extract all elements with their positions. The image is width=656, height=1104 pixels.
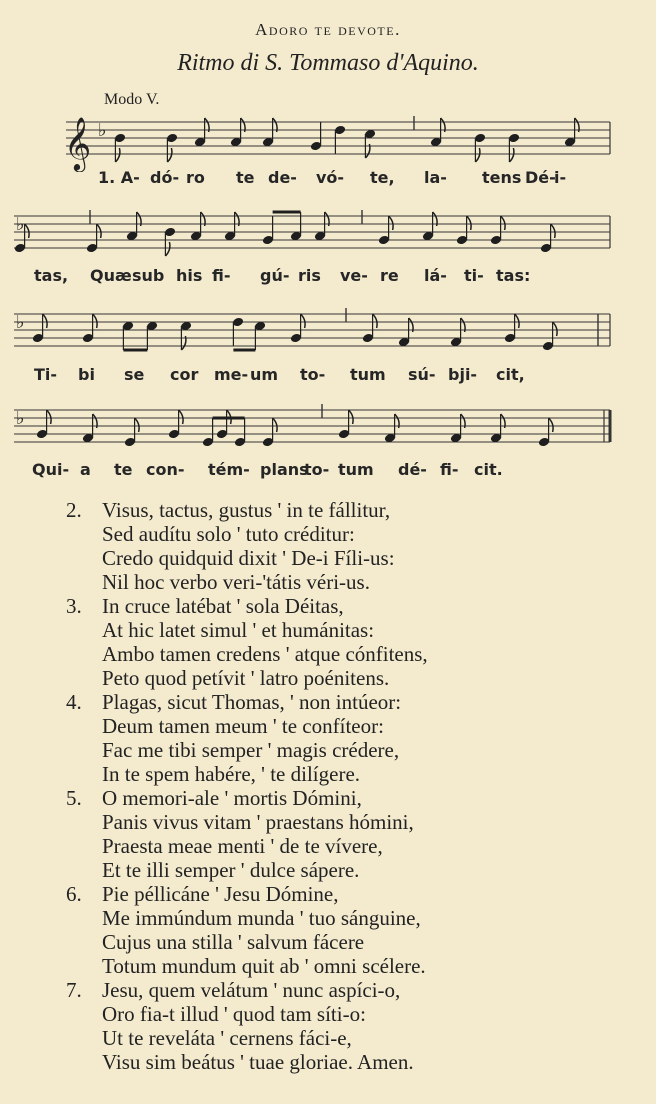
- lyric-syllable: bi: [78, 365, 95, 384]
- lyric-syllable: a: [80, 460, 91, 479]
- note-flag: [47, 410, 52, 424]
- note-flag: [165, 242, 170, 256]
- lyric-syllable: 1. A-: [98, 168, 140, 187]
- verse: [66, 786, 626, 882]
- lyric-syllable: gú-: [260, 266, 290, 285]
- lyric-syllable: to-: [304, 460, 330, 479]
- verse-line: Credo quidquid dixit ' De-i Fíli-us:: [102, 546, 395, 570]
- lyrics-line-2: [0, 266, 656, 288]
- verse: [66, 690, 626, 786]
- verse-line: In te spem habére, ' te dilígere.: [102, 762, 361, 786]
- music-staff-1: [0, 112, 656, 172]
- lyrics-line-3: [0, 365, 656, 387]
- verse-line: Cujus una stilla ' salvum fácere: [102, 930, 365, 954]
- verse-line: Ut te reveláta ' cernens fáci-e,: [102, 1026, 352, 1050]
- note-flag: [135, 418, 140, 432]
- verse-line: Deum tamen meum ' te confíteor:: [102, 714, 384, 738]
- lyric-syllable: tas:: [496, 266, 531, 285]
- verse-number: 3.: [66, 594, 82, 618]
- verse: [66, 882, 626, 978]
- verse-line: Visus, tactus, gustus ' in te fállitur,: [102, 498, 391, 522]
- lyric-syllable: sú-: [408, 365, 436, 384]
- verse-line: Pie péllicáne ' Jesu Dómine,: [102, 882, 339, 906]
- verse-line: Praesta meae menti ' de te vívere,: [102, 834, 383, 858]
- note-flag: [97, 224, 102, 238]
- mode-label: Modo V.: [104, 91, 160, 108]
- lyric-syllable: bji-: [448, 365, 478, 384]
- music-staff-2: [0, 206, 656, 266]
- lyric-syllable: tum: [338, 460, 374, 479]
- lyric-syllable: la-: [424, 168, 447, 187]
- verse-line: Visu sim beátus ' tuae gloriae. Amen.: [102, 1050, 414, 1074]
- verse-line: Et te illi semper ' dulce sápere.: [102, 858, 360, 882]
- lyric-syllable: fi-: [212, 266, 231, 285]
- lyric-syllable: to-: [300, 365, 326, 384]
- lyric-syllable: tens: [482, 168, 522, 187]
- note-flag: [553, 322, 558, 336]
- lyric-syllable: te,: [370, 168, 395, 187]
- verse-line: Totum mundum quit ab ' omni scélere.: [102, 954, 426, 978]
- note-flag: [551, 224, 556, 238]
- lyric-syllable: con-: [146, 460, 185, 479]
- lyric-syllable: cit,: [496, 365, 525, 384]
- note-flag: [301, 314, 306, 328]
- lyric-syllable: Dé-: [525, 168, 556, 187]
- flat-sign-icon: ♭: [16, 312, 25, 333]
- lyric-syllable: fi-: [440, 460, 459, 479]
- note-flag: [93, 314, 98, 328]
- lyric-syllable: Quæ: [90, 266, 132, 285]
- verse-line: In cruce latébat ' sola Déitas,: [102, 594, 344, 618]
- note-flag: [509, 148, 514, 162]
- note-flag: [389, 216, 394, 230]
- verse-line: Fac me tibi semper ' magis crédere,: [102, 738, 400, 762]
- note-flag: [349, 410, 354, 424]
- flat-sign-icon: ♭: [98, 120, 107, 141]
- note-flag: [501, 216, 506, 230]
- note-flag: [25, 224, 30, 238]
- verse-line: Ambo tamen credens ' atque cónfitens,: [102, 642, 428, 666]
- lyric-syllable: Qui-: [32, 460, 70, 479]
- verse-line: At hic latet simul ' et humánitas:: [102, 618, 375, 642]
- lyric-syllable: re: [380, 266, 399, 285]
- hymn-subtitle: Ritmo di S. Tommaso d'Aquino.: [177, 50, 479, 76]
- lyric-syllable: ris: [298, 266, 321, 285]
- lyric-syllable: Ti-: [34, 365, 58, 384]
- note-flag: [167, 148, 172, 162]
- note-flag: [115, 148, 120, 162]
- lyric-syllable: ro: [186, 168, 205, 187]
- verse-line: Panis vivus vitam ' praestans hómini,: [102, 810, 414, 834]
- hymn-title: Adoro te devote.: [255, 20, 401, 39]
- lyric-syllable: ti-: [464, 266, 484, 285]
- lyric-syllable: cor: [170, 365, 199, 384]
- flat-sign-icon: ♭: [16, 408, 25, 429]
- lyric-syllable: i-: [554, 168, 567, 187]
- verse: [66, 594, 626, 690]
- lyric-syllable: cit.: [474, 460, 503, 479]
- lyric-syllable: lá-: [424, 266, 447, 285]
- lyric-syllable: tas,: [34, 266, 69, 285]
- lyric-syllable: dó-: [150, 168, 180, 187]
- lyric-syllable: tém-: [208, 460, 250, 479]
- lyric-syllable: plans: [260, 460, 309, 479]
- verse-number: 5.: [66, 786, 82, 810]
- verse-line: Plagas, sicut Thomas, ' non intúeor:: [102, 690, 402, 714]
- lyrics-line-1: [0, 168, 656, 190]
- note-flag: [373, 314, 378, 328]
- note-flag: [467, 216, 472, 230]
- note-flag: [515, 314, 520, 328]
- verse-number: 7.: [66, 978, 82, 1002]
- lyric-syllable: te: [236, 168, 255, 187]
- lyric-syllable: his: [176, 266, 203, 285]
- note-flag: [475, 148, 480, 162]
- verse-number: 2.: [66, 498, 82, 522]
- note-flag: [549, 418, 554, 432]
- verse-line: O memori-ale ' mortis Dómini,: [102, 786, 362, 810]
- verse-line: Me immúndum munda ' tuo sánguine,: [102, 906, 421, 930]
- lyric-syllable: um: [250, 365, 279, 384]
- lyric-syllable: te: [114, 460, 133, 479]
- verse-line: Nil hoc verbo veri-'tátis véri-us.: [102, 570, 370, 594]
- verse-line: Oro fia-t illud ' quod tam síti-o:: [102, 1002, 366, 1026]
- verse-number: 4.: [66, 690, 82, 714]
- lyrics-line-4: [0, 460, 656, 482]
- verses-block: [66, 498, 626, 1074]
- verse-number: 6.: [66, 882, 82, 906]
- lyric-syllable: me-: [214, 365, 249, 384]
- lyric-syllable: sub: [132, 266, 165, 285]
- verse-line: Peto quod petívit ' latro poénitens.: [102, 666, 390, 690]
- note-flag: [273, 418, 278, 432]
- lyric-syllable: tum: [350, 365, 386, 384]
- lyric-syllable: dé-: [398, 460, 427, 479]
- note-flag: [43, 314, 48, 328]
- verse: [66, 498, 626, 594]
- flat-sign-icon: ♭: [16, 214, 25, 235]
- verse-line: Sed audítu solo ' tuto créditur:: [102, 522, 355, 546]
- lyric-syllable: ve-: [340, 266, 368, 285]
- treble-clef-icon: 𝄞: [64, 116, 92, 170]
- lyric-syllable: se: [124, 365, 145, 384]
- music-staff-3: [0, 304, 656, 364]
- verse: [66, 978, 626, 1074]
- music-staff-4: [0, 400, 656, 460]
- lyric-syllable: de-: [268, 168, 297, 187]
- verse-line: Jesu, quem velátum ' nunc aspíci-o,: [102, 978, 401, 1002]
- lyric-syllable: vó-: [316, 168, 345, 187]
- note-flag: [179, 410, 184, 424]
